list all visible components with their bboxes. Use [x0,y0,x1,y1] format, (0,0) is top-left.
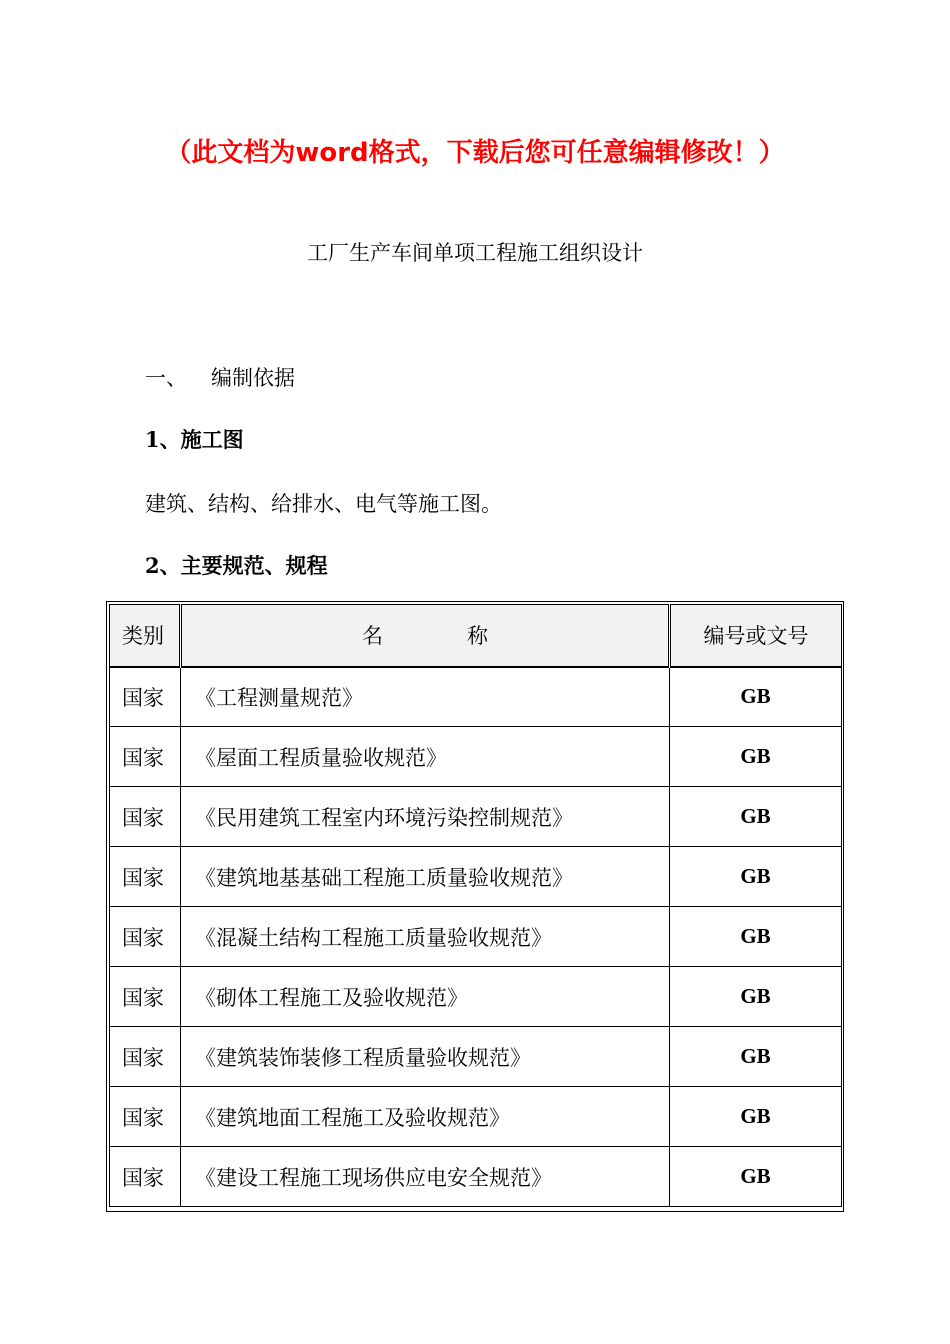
row-name: 《建筑装饰装修工程质量验收规范》 [181,1027,670,1087]
section-heading-1 [145,362,295,392]
table-row [110,1147,842,1207]
table-header-row [110,605,842,667]
row-category: 国家 [110,907,181,967]
standards-table [109,604,842,1207]
row-name: 《屋面工程质量验收规范》 [181,727,670,787]
row-category: 国家 [110,967,181,1027]
row-name: 《工程测量规范》 [181,667,670,727]
row-name: 《建筑地面工程施工及验收规范》 [181,1087,670,1147]
row-category: 国家 [110,1147,181,1207]
row-category: 国家 [110,1027,181,1087]
row-code: GB [670,907,842,967]
table-body [110,667,842,1207]
table-row [110,667,842,727]
row-category: 国家 [110,727,181,787]
table-row [110,847,842,907]
table-row [110,907,842,967]
row-category: 国家 [110,667,181,727]
format-notice: （此文档为word格式，下载后您可任意编辑修改！） [165,138,785,168]
row-category: 国家 [110,1087,181,1147]
table-row [110,1027,842,1087]
document-title: 工厂生产车间单项工程施工组织设计 [307,241,643,265]
row-code: GB [670,1087,842,1147]
row-code: GB [670,667,842,727]
section-heading-text: 编制依据 [211,366,295,390]
row-category: 国家 [110,847,181,907]
row-code: GB [670,787,842,847]
subsection-standards: 2、主要规范、规程 [145,553,328,578]
row-code: GB [670,727,842,787]
row-category: 国家 [110,787,181,847]
section-number: 一、 [145,366,187,390]
row-name: 《建设工程施工现场供应电安全规范》 [181,1147,670,1207]
row-code: GB [670,1147,842,1207]
row-name: 《建筑地基基础工程施工质量验收规范》 [181,847,670,907]
header-name: 名 称 [181,605,670,667]
table-row [110,967,842,1027]
table-row [110,787,842,847]
row-code: GB [670,1027,842,1087]
table-row [110,1087,842,1147]
row-code: GB [670,847,842,907]
header-code: 编号或文号 [670,605,842,667]
subsection-drawings: 1、施工图 [145,427,244,452]
header-category: 类别 [110,605,181,667]
row-code: GB [670,967,842,1027]
standards-table-frame [106,601,844,1212]
row-name: 《混凝土结构工程施工质量验收规范》 [181,907,670,967]
row-name: 《砌体工程施工及验收规范》 [181,967,670,1027]
paragraph-drawings: 建筑、结构、给排水、电气等施工图。 [145,492,502,516]
row-name: 《民用建筑工程室内环境污染控制规范》 [181,787,670,847]
table-row [110,727,842,787]
